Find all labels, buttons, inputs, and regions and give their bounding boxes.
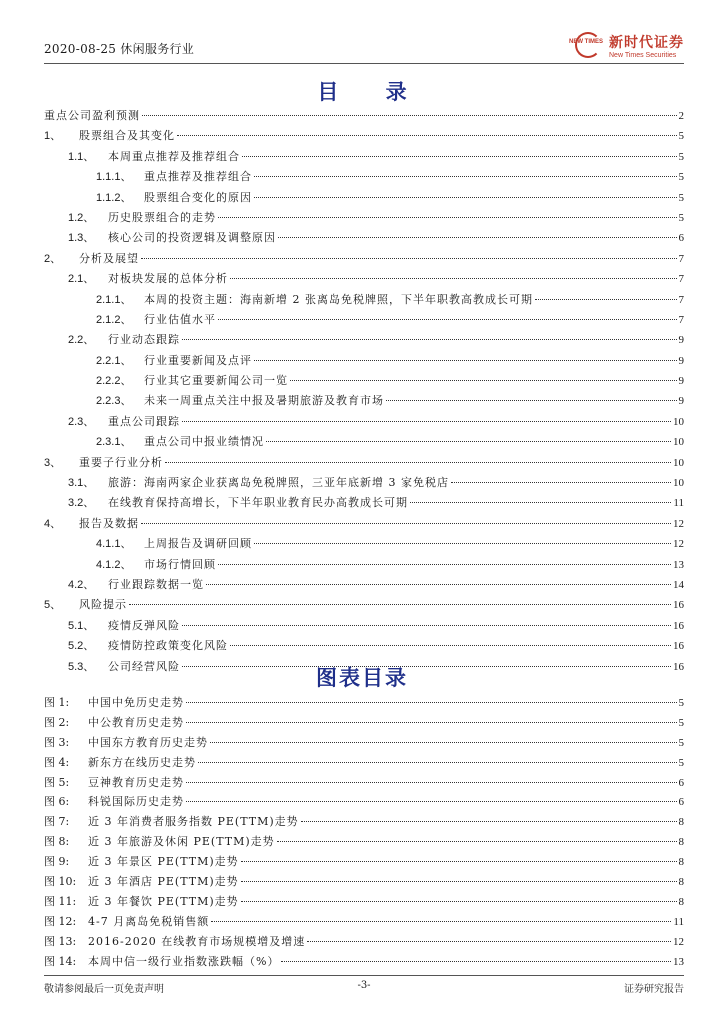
toc-entry-text: 重点推荐及推荐组合 — [144, 170, 252, 184]
figure-entry-page: 5 — [678, 697, 684, 709]
toc-entry-number: 2.3、 — [68, 415, 95, 428]
dot-leader — [182, 625, 671, 626]
toc-entry-number: 5.3、 — [68, 660, 95, 673]
dot-leader — [278, 237, 677, 238]
toc-entry[interactable] — [44, 556, 684, 576]
toc-entry-number: 1、 — [44, 130, 62, 143]
logo-chinese-name: 新时代证券 — [609, 34, 684, 51]
figure-entry-text: 近 3 年旅游及休闲 PE(TTM)走势 — [88, 835, 275, 849]
toc-entry-text: 疫情防控政策变化风险 — [108, 639, 228, 653]
toc-entry-text: 本周重点推荐及推荐组合 — [108, 149, 240, 163]
toc-entry-page: 10 — [673, 456, 684, 469]
toc-entry-text: 行业其它重要新闻公司一览 — [144, 374, 288, 388]
dot-leader — [301, 821, 677, 822]
toc-entry[interactable] — [44, 250, 684, 270]
figure-entry-page: 8 — [678, 816, 684, 829]
figure-entry[interactable] — [44, 754, 684, 774]
toc-entry[interactable] — [44, 107, 684, 127]
dot-leader — [241, 901, 677, 902]
dot-leader — [218, 319, 677, 320]
figure-entry-text: 中国中免历史走势 — [88, 696, 184, 709]
figure-entry-number: 图 12: — [44, 914, 77, 928]
dot-leader — [254, 176, 677, 177]
dot-leader — [242, 156, 677, 157]
dot-leader — [210, 742, 677, 743]
dot-leader — [451, 482, 671, 483]
toc-entry-text: 市场行情回顾 — [144, 557, 216, 571]
dot-leader — [386, 400, 677, 401]
figure-entry[interactable] — [44, 694, 684, 714]
toc-entry-number: 4、 — [44, 517, 62, 530]
toc-entry-number: 2.1、 — [68, 273, 95, 286]
toc-entry[interactable] — [44, 515, 684, 535]
toc-entry-text: 在线教育保持高增长，下半年职业教育民办高教成长可期 — [108, 496, 408, 510]
toc-entry[interactable] — [44, 148, 684, 168]
dot-leader — [186, 782, 677, 783]
toc-entry-number: 5.1、 — [68, 619, 95, 632]
figure-entry-text: 近 3 年餐饮 PE(TTM)走势 — [88, 894, 239, 908]
figure-entry-page: 11 — [673, 915, 684, 928]
dot-leader — [254, 543, 671, 544]
toc-entry-text: 疫情反弹风险 — [108, 618, 180, 632]
toc-entry[interactable] — [44, 433, 684, 453]
toc-entry[interactable] — [44, 392, 684, 412]
figure-entry[interactable] — [44, 953, 684, 973]
figure-entry-page: 5 — [678, 736, 684, 749]
dot-leader — [182, 421, 671, 422]
figure-entry-text: 中国东方教育历史走势 — [88, 735, 208, 749]
toc-entry-page: 12 — [673, 517, 684, 530]
figure-entry-number: 图 13: — [44, 934, 77, 948]
figure-entry[interactable] — [44, 813, 684, 833]
toc-entry[interactable] — [44, 189, 684, 209]
figure-entry[interactable] — [44, 793, 684, 813]
toc-entry-page: 7 — [678, 252, 684, 265]
figure-entry-number: 图 9: — [44, 855, 70, 869]
toc-entry[interactable] — [44, 229, 684, 249]
figure-entry[interactable] — [44, 714, 684, 734]
toc-entry-page: 12 — [673, 538, 684, 551]
footer-report-type: 证券研究报告 — [624, 984, 684, 995]
toc-entry-page: 16 — [673, 640, 684, 653]
toc-entry-text: 重点公司跟踪 — [108, 414, 180, 428]
toc-entry-text: 股票组合变化的原因 — [144, 190, 252, 204]
toc-entry-number: 3.1、 — [68, 477, 95, 490]
toc-entry[interactable] — [44, 311, 684, 331]
dot-leader — [241, 881, 677, 882]
footer-disclaimer: 敬请参阅最后一页免责声明 — [44, 984, 164, 995]
page-number: -3- — [357, 980, 371, 991]
figure-entry-page: 6 — [678, 796, 684, 809]
table-of-contents — [44, 107, 684, 678]
dot-leader — [206, 584, 671, 585]
toc-entry-page: 13 — [673, 558, 684, 571]
toc-entry-text: 分析及展望 — [79, 251, 139, 265]
toc-entry-text: 公司经营风险 — [108, 659, 180, 673]
dot-leader — [307, 941, 671, 942]
header-divider — [44, 63, 684, 64]
toc-entry-page: 9 — [678, 375, 684, 388]
toc-entry[interactable] — [44, 168, 684, 188]
figure-entry-number: 图 6: — [44, 795, 70, 809]
toc-entry-number: 2.1.2、 — [96, 313, 132, 326]
dot-leader — [281, 961, 671, 962]
dot-leader — [218, 564, 671, 565]
toc-entry[interactable] — [44, 617, 684, 637]
toc-entry[interactable] — [44, 576, 684, 596]
dot-leader — [535, 299, 677, 300]
toc-entry-text: 行业动态跟踪 — [108, 333, 180, 347]
toc-entry[interactable] — [44, 209, 684, 229]
toc-entry-number: 3.2、 — [68, 497, 95, 510]
toc-entry-page: 9 — [678, 395, 684, 408]
toc-entry-text: 报告及数据 — [79, 516, 139, 530]
dot-leader — [211, 921, 671, 922]
dot-leader — [266, 441, 671, 442]
toc-entry[interactable] — [44, 352, 684, 372]
figure-entry-page: 8 — [678, 876, 684, 889]
toc-entry[interactable] — [44, 331, 684, 351]
figure-entry-page: 8 — [678, 836, 684, 849]
dot-leader — [254, 360, 677, 361]
dot-leader — [198, 762, 677, 763]
toc-entry-page: 7 — [678, 273, 684, 286]
figure-entry[interactable] — [44, 933, 684, 953]
toc-entry-page: 16 — [673, 619, 684, 632]
toc-entry-page: 10 — [673, 415, 684, 428]
figure-entry-text: 2016-2020 在线教育市场规模增及增速 — [88, 934, 306, 948]
dot-leader — [290, 380, 677, 381]
toc-entry-number: 1.2、 — [68, 211, 95, 224]
toc-entry-text: 股票组合及其变化 — [79, 129, 175, 143]
toc-entry-text: 核心公司的投资逻辑及调整原因 — [108, 231, 276, 245]
toc-entry-number: 4.1.2、 — [96, 558, 132, 571]
toc-entry-number: 4.2、 — [68, 578, 95, 591]
toc-entry-number: 1.1、 — [68, 150, 95, 163]
dot-leader — [186, 801, 677, 802]
toc-entry[interactable] — [44, 454, 684, 474]
dot-leader — [177, 135, 677, 136]
figure-list-title: 图表目录 — [316, 666, 408, 690]
figure-list — [44, 694, 684, 972]
toc-entry[interactable] — [44, 413, 684, 433]
figure-entry-text: 科锐国际历史走势 — [88, 795, 184, 809]
figure-entry-page: 8 — [678, 895, 684, 908]
toc-entry-text: 对板块发展的总体分析 — [108, 272, 228, 286]
toc-entry-number: 5.2、 — [68, 640, 95, 653]
figure-entry[interactable] — [44, 873, 684, 893]
figure-entry-number: 图 2: — [44, 715, 70, 729]
toc-entry-number: 1.3、 — [68, 232, 95, 245]
toc-entry-number: 2.2.1、 — [96, 354, 132, 367]
figure-entry-page: 8 — [678, 856, 684, 869]
toc-entry-page: 5 — [678, 150, 684, 163]
toc-entry-page: 9 — [678, 354, 684, 367]
figure-entry-number: 图 5: — [44, 775, 70, 789]
dot-leader — [410, 502, 671, 503]
figure-entry-page: 13 — [673, 955, 684, 968]
toc-entry[interactable] — [44, 372, 684, 392]
toc-entry-text: 行业重要新闻及点评 — [144, 353, 252, 367]
toc-entry-text: 本周的投资主题：海南新增 2 张离岛免税牌照，下半年职教高教成长可期 — [144, 292, 533, 306]
dot-leader — [230, 278, 677, 279]
dot-leader — [254, 197, 677, 198]
figure-entry[interactable] — [44, 774, 684, 794]
dot-leader — [142, 115, 677, 116]
figure-entry-page: 12 — [673, 935, 684, 948]
toc-entry-page: 10 — [673, 477, 684, 490]
toc-entry-page: 7 — [678, 313, 684, 326]
toc-entry[interactable] — [44, 291, 684, 311]
dot-leader — [186, 722, 677, 723]
figure-entry-text: 新东方在线历史走势 — [88, 755, 196, 769]
toc-entry[interactable] — [44, 535, 684, 555]
toc-entry-text: 行业估值水平 — [144, 312, 216, 326]
toc-entry-page: 14 — [673, 578, 684, 591]
toc-entry-number: 3、 — [44, 456, 62, 469]
toc-entry-number: 2.2.2、 — [96, 375, 132, 388]
toc-entry-text: 重点公司盈利预测 — [44, 109, 140, 122]
figure-entry-number: 图 11: — [44, 894, 77, 908]
toc-entry[interactable] — [44, 127, 684, 147]
toc-entry-text: 行业跟踪数据一览 — [108, 577, 204, 591]
figure-entry-text: 近 3 年景区 PE(TTM)走势 — [88, 855, 239, 869]
figure-entry[interactable] — [44, 893, 684, 913]
toc-entry-page: 16 — [673, 660, 684, 673]
toc-entry[interactable] — [44, 637, 684, 657]
figure-entry-text: 本周中信一级行业指数涨跌幅（%） — [88, 954, 280, 968]
footer-divider — [44, 975, 684, 976]
toc-entry-page: 6 — [678, 232, 684, 245]
toc-entry-page: 5 — [678, 211, 684, 224]
figure-entry-number: 图 8: — [44, 835, 70, 849]
toc-entry[interactable] — [44, 596, 684, 616]
figure-entry-text: 近 3 年消费者服务指数 PE(TTM)走势 — [88, 815, 299, 829]
figure-entry[interactable] — [44, 734, 684, 754]
dot-leader — [218, 217, 677, 218]
toc-entry-number: 1.1.2、 — [96, 191, 132, 204]
toc-entry[interactable] — [44, 494, 684, 514]
toc-entry-number: 2.1.1、 — [96, 293, 132, 306]
figure-entry-number: 图 7: — [44, 815, 70, 829]
figure-entry-page: 6 — [678, 776, 684, 789]
dot-leader — [129, 604, 671, 605]
dot-leader — [165, 462, 671, 463]
figure-entry-text: 4-7 月离岛免税销售额 — [88, 914, 210, 928]
figure-entry-number: 图 14: — [44, 954, 77, 968]
figure-entry[interactable] — [44, 913, 684, 933]
toc-entry-text: 上周报告及调研回顾 — [144, 537, 252, 551]
toc-entry-page: 5 — [678, 191, 684, 204]
dot-leader — [186, 702, 677, 703]
figure-entry-number: 图 10: — [44, 875, 77, 889]
toc-entry[interactable] — [44, 270, 684, 290]
dot-leader — [141, 523, 671, 524]
figure-entry[interactable] — [44, 853, 684, 873]
toc-entry-number: 2.3.1、 — [96, 436, 132, 449]
toc-entry-text: 历史股票组合的走势 — [108, 210, 216, 224]
company-logo — [569, 30, 684, 60]
toc-entry-page: 9 — [678, 334, 684, 347]
dot-leader — [241, 861, 677, 862]
toc-entry-text: 重要子行业分析 — [79, 455, 163, 469]
toc-entry-text: 未来一周重点关注中报及暑期旅游及教育市场 — [144, 394, 384, 408]
toc-entry-page: 11 — [673, 497, 684, 510]
dot-leader — [141, 258, 677, 259]
logo-english-name: New Times Securities — [609, 51, 677, 59]
figure-entry-number: 图 4: — [44, 755, 70, 769]
dot-leader — [230, 645, 671, 646]
figure-entry-page: 5 — [678, 756, 684, 769]
toc-entry-number: 5、 — [44, 599, 62, 612]
figure-entry-text: 豆神教育历史走势 — [88, 775, 184, 789]
toc-entry-text: 旅游：海南两家企业获离岛免税牌照，三亚年底新增 3 家免税店 — [108, 476, 449, 490]
toc-entry-number: 2.2.3、 — [96, 395, 132, 408]
toc-entry-number: 2.2、 — [68, 334, 95, 347]
figure-entry-page: 5 — [678, 716, 684, 729]
header-date-industry: 2020-08-25 休闲服务行业 — [44, 42, 195, 56]
toc-entry-text: 重点公司中报业绩情况 — [144, 435, 264, 449]
toc-entry-page: 2 — [678, 110, 684, 122]
toc-entry-page: 5 — [678, 130, 684, 143]
toc-title: 目 录 — [317, 80, 427, 104]
toc-entry-page: 5 — [678, 171, 684, 184]
toc-entry-number: 4.1.1、 — [96, 538, 132, 551]
figure-entry-text: 中公教育历史走势 — [88, 715, 184, 729]
toc-entry-page: 7 — [678, 293, 684, 306]
toc-entry-page: 10 — [673, 436, 684, 449]
toc-entry-text: 风险提示 — [79, 598, 127, 612]
toc-entry-page: 16 — [673, 599, 684, 612]
figure-entry[interactable] — [44, 833, 684, 853]
page-header — [44, 30, 684, 62]
figure-entry-number: 图 1: — [44, 696, 70, 709]
figure-entry-number: 图 3: — [44, 735, 70, 749]
toc-entry[interactable] — [44, 474, 684, 494]
toc-entry-number: 2、 — [44, 252, 62, 265]
dot-leader — [182, 339, 677, 340]
logo-emblem-icon: NEW TIMES — [569, 30, 607, 60]
figure-entry-text: 近 3 年酒店 PE(TTM)走势 — [88, 875, 239, 889]
dot-leader — [277, 841, 677, 842]
toc-entry-number: 1.1.1、 — [96, 171, 132, 184]
